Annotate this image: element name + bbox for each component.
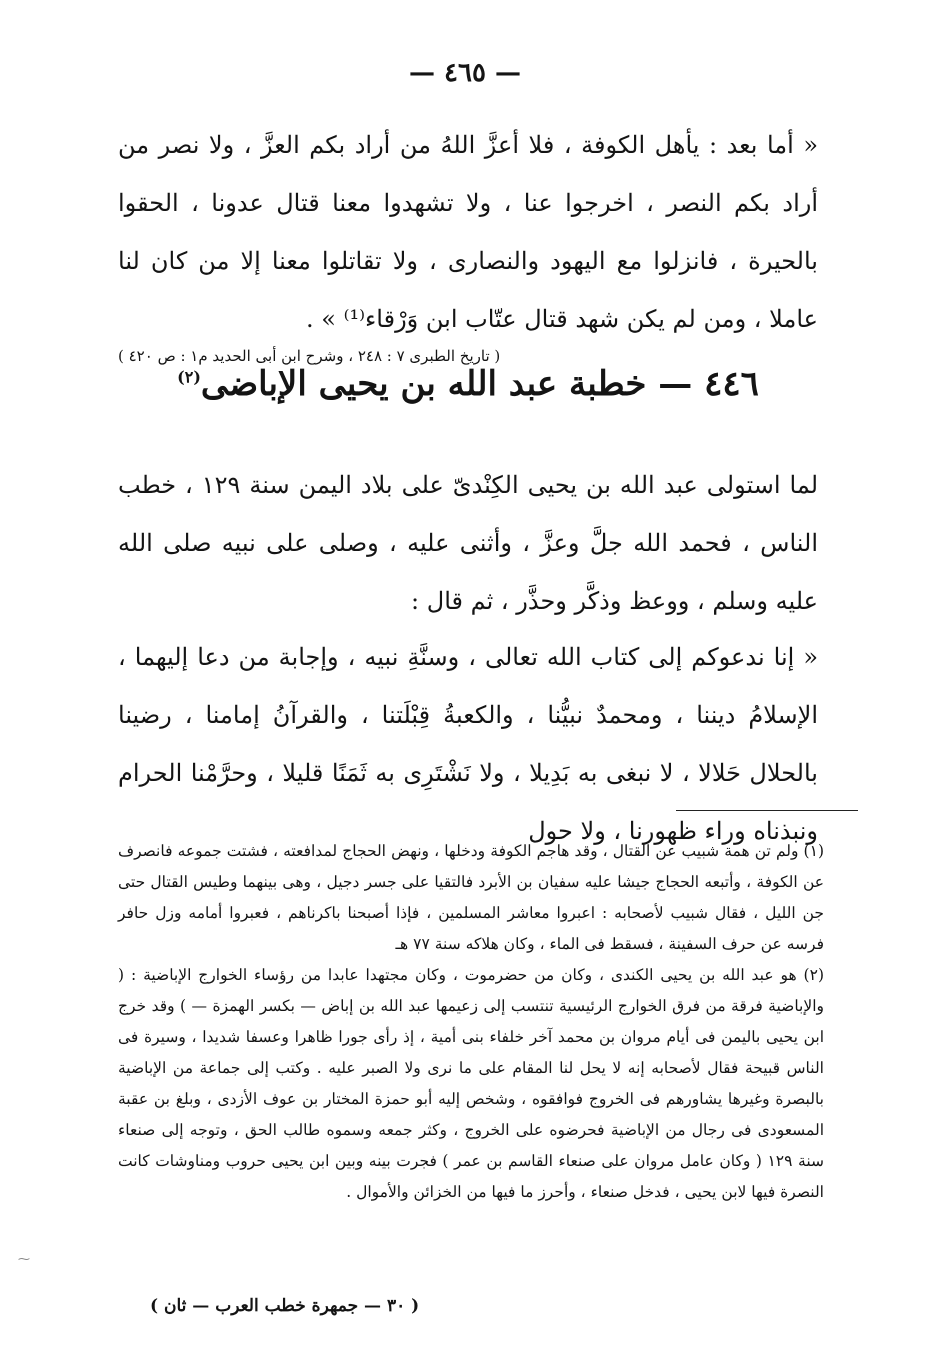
footnote-divider <box>676 810 858 811</box>
intro-text: لما استولى عبد الله بن يحيى الكِنْدىّ على بلاد اليمن سنة ١٢٩ ، خطب الناس ، فحمد الله جلَّ وعزَّ ، وأثنى عليه ، وصلى على نبيه صلى الله عليه وسلم ، ووعظ وذكَّر وحذَّر ، ثم قال : <box>118 471 819 615</box>
quote-1-text: « أما بعد : يأهل الكوفة ، فلا أعزَّ اللهُ من أراد بكم العزَّ ، ولا نصر من أراد بكم النصر ، اخرجوا عنا ، ولا تشهدوا معنا قتال عدونا ، الحقوا بالحيرة ، فانزلوا مع اليهود والنصارى ، ولا تقاتلوا معنا إلا من كان لنا عاملا ، ومن لم يكن شهد قتال عتّاب ابن وَرْقاء⁽¹⁾ » . <box>118 131 818 333</box>
quote-paragraph-2 <box>118 628 818 860</box>
intro-paragraph <box>118 456 818 630</box>
section-title: ٤٤٦ — خطبة عبد الله بن يحيى الإباضى <box>200 364 759 404</box>
footnote-2: (٢) هو عبد الله بن يحيى الكندى ، وكان من حضرموت ، وكان مجتهدا عابدا من رؤساء الخوارج الإباضية : ( والإباضية فرقة من فرق الخوارج الرئيسية تنتسب إلى زعيمها عبد الله بن إباض — بكسر الهمزة — ) وقد خرج ابن يحيى باليمن فى أيام مروان بن محمد آخر خلفاء بنى أمية ، إذ رأى جورا ظاهرا وعسفا شديدا ، وسيرة فى الناس قبيحة فقال لأصحابه إنه لا يحل لنا المقام على ما نرى ولا الصبر عليه . وكتب إلى جماعة من الإباضية بالبصرة وغيرها يشاورهم فى الخروج فوافقوه ، وشخص إليه أبو حمزة المختار بن عوف الأزدى ، وبلغ بن عقبة المسعودى فى رجال من الإباضية فحرضوه على الخروج ، وكثر جمعه وسموه طالب الحق ، وتوجه إلى صنعاء سنة ١٢٩ ( وكان عامل مروان على صنعاء القاسم بن عمر ) فجرت بينه وبين ابن يحيى حروب ومناوشات كانت النصرة فيها لابن يحيى ، فدخل صنعاء ، وأحرز ما فيها من الخزائن والأموال . <box>118 966 824 1201</box>
bottom-signature: ( ٣٠ — جمهرة خطب العرب — ثان ) <box>150 1296 420 1316</box>
quote-paragraph-1 <box>118 116 818 368</box>
section-heading <box>118 364 818 404</box>
quote-2-text: « إنا ندعوكم إلى كتاب الله تعالى ، وسنَّةِ نبيه ، وإجابة من دعا إليهما ، الإسلامُ ديننا ، ومحمدٌ نبيُّنا ، والكعبةُ قِبْلَتنا ، والقرآنُ إمامنا ، رضينا بالحلال حَلالا ، لا نبغى به بَدِيلا ، ولا نَشْتَرِى به ثَمَنًا قليلا ، وحرَّمْنا الحرام ونبذناه وراء ظهورنا ، ولا حول <box>118 643 818 845</box>
page-number: — ٤٦٥ — <box>408 58 522 88</box>
quote-1-citation: ( تاريخ الطبرى ٧ : ٢٤٨ ، وشرح ابن أبى الحديد م١ : ص ٤٢٠ ) <box>118 347 501 365</box>
section-note-marker: (٢) <box>177 367 201 387</box>
footnote-1: (١) ولم تن همة شبيب عن القتال ، وقد هاجم الكوفة ودخلها ، ونهض الحجاج لمدافعته ، فشتت جموعه فانصرف عن الكوفة ، وأتبعه الحجاج جيشا عليه سفيان بن الأبرد فالتقيا على جسر دجيل ، وهى بينهما وطيس القتال حتى جن الليل ، فقال شبيب لأصحابه : اعبروا معاشر المسلمين ، فإذا أصبحنا باكرناهم ، فعبروا أمامه وزل حافر فرسه عن حرف السفينة ، فسقط فى الماء ، وكان هلاكه سنة ٧٧ هـ <box>118 842 824 953</box>
margin-mark: ⁓ <box>18 1252 30 1266</box>
footnotes <box>118 836 824 1208</box>
